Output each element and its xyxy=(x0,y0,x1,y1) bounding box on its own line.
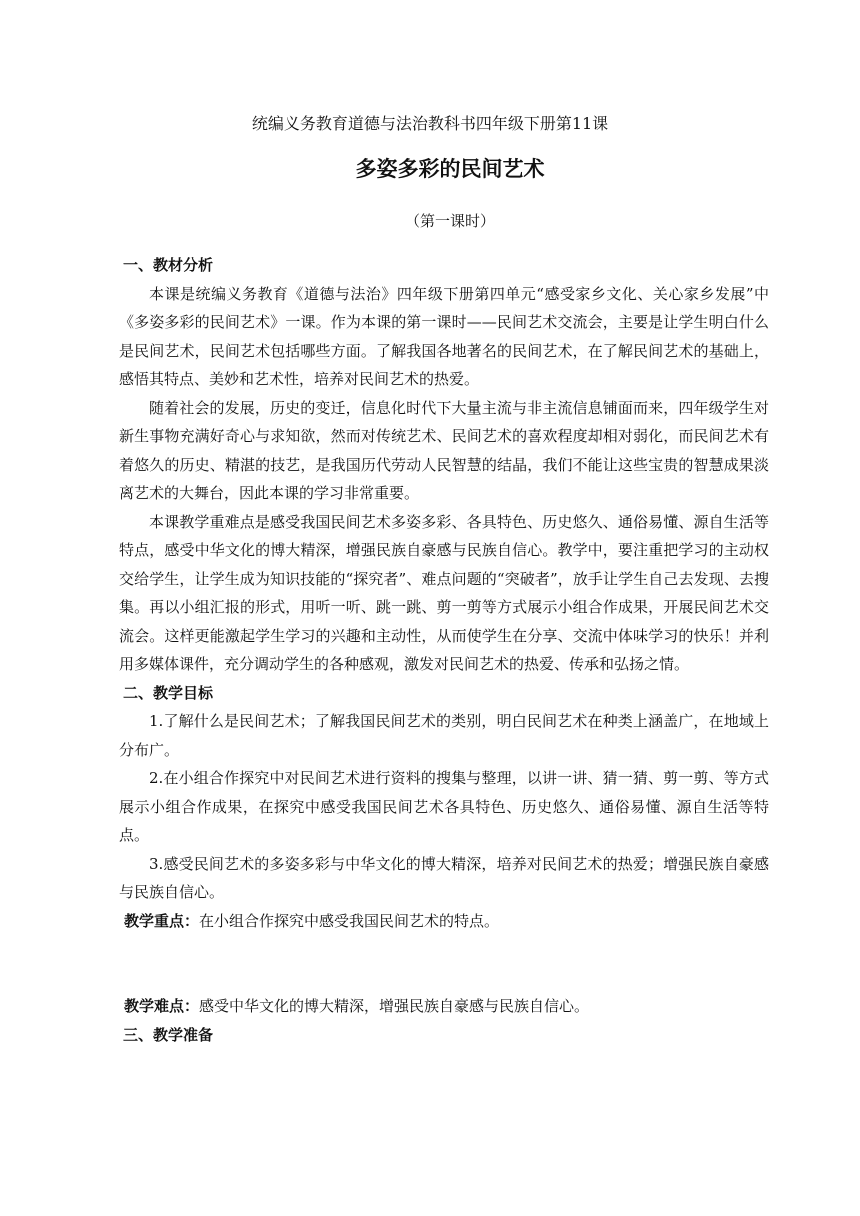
section-heading-objectives: 二、教学目标 xyxy=(123,683,214,702)
analysis-paragraph: 本课是统编义务教育《道德与法治》四年级下册第四单元“感受家乡文化、关心家乡发展”中《多姿多彩的民间艺术》一课。作为本课的第一课时——民间艺术交流会，主要是让学生明白什么是民间艺术，民间艺术包括哪些方面。了解我国各地著名的民间艺术，在了解民间艺术的基础上，感悟其特点、美妙和艺术性，培养对民间艺术的热爱。 xyxy=(119,284,769,388)
section-heading-preparation: 三、教学准备 xyxy=(123,1025,214,1044)
analysis-paragraph: 本课教学重难点是感受我国民间艺术多姿多彩、各具特色、历史悠久、通俗易懂、源自生活等特点，感受中华文化的博大精深，增强民族自豪感与民族自信心。教学中，要注重把学习的主动权交给学生，让学生成为知识技能的“探究者”、难点问题的“突破者”，放手让学生自己去发现、去搜集。再以小组汇报的形式，用听一听、跳一跳、剪一剪等方式展示小组合作成果，开展民间艺术交流会。这样更能激起学生学习的兴趣和主动性，从而使学生在分享、交流中体味学习的快乐！并利用多媒体课件，充分调动学生的各种感观，激发对民间艺术的热爱、传承和弘扬之情。 xyxy=(119,512,769,673)
objective-item: 3.感受民间艺术的多姿多彩与中华文化的博大精深，培养对民间艺术的热爱；增强民族自豪感与民族自信心。 xyxy=(119,854,769,901)
analysis-paragraph: 随着社会的发展，历史的变迁，信息化时代下大量主流与非主流信息铺面而来，四年级学生对新生事物充满好奇心与求知欲，然而对传统艺术、民间艺术的喜欢程度却相对弱化，而民间艺术有着悠久的历史、精湛的技艺，是我国历代劳动人民智慧的结晶，我们不能让这些宝贵的智慧成果淡离艺术的大舞台，因此本课的学习非常重要。 xyxy=(119,398,769,502)
course-subtitle: 统编义务教育道德与法治教科书四年级下册第11课 xyxy=(251,114,609,133)
lesson-period: （第一课时） xyxy=(404,212,495,230)
difficulty-text: 感受中华文化的博大精深，增强民族自豪感与民族自信心。 xyxy=(199,997,590,1015)
key-point xyxy=(119,907,769,936)
difficulty-point xyxy=(119,992,769,1021)
lesson-title: 多姿多彩的民间艺术 xyxy=(355,157,545,181)
objective-item: 2.在小组合作探究中对民间艺术进行资料的搜集与整理，以讲一讲、猜一猜、剪一剪、等方式展示小组合作成果，在探究中感受我国民间艺术各具特色、历史悠久、通俗易懂、源自生活等特点。 xyxy=(119,769,769,844)
document-body xyxy=(119,251,769,1049)
section-heading-analysis: 一、教材分析 xyxy=(123,256,214,274)
blank-gap xyxy=(119,935,769,992)
difficulty-label: 教学难点： xyxy=(124,997,200,1015)
objective-item: 1.了解什么是民间艺术；了解我国民间艺术的类别，明白民间艺术在种类上涵盖广，在地域上分布广。 xyxy=(119,712,769,759)
key-point-label: 教学重点： xyxy=(124,911,200,930)
key-point-text: 在小组合作探究中感受我国民间艺术的特点。 xyxy=(199,911,500,930)
